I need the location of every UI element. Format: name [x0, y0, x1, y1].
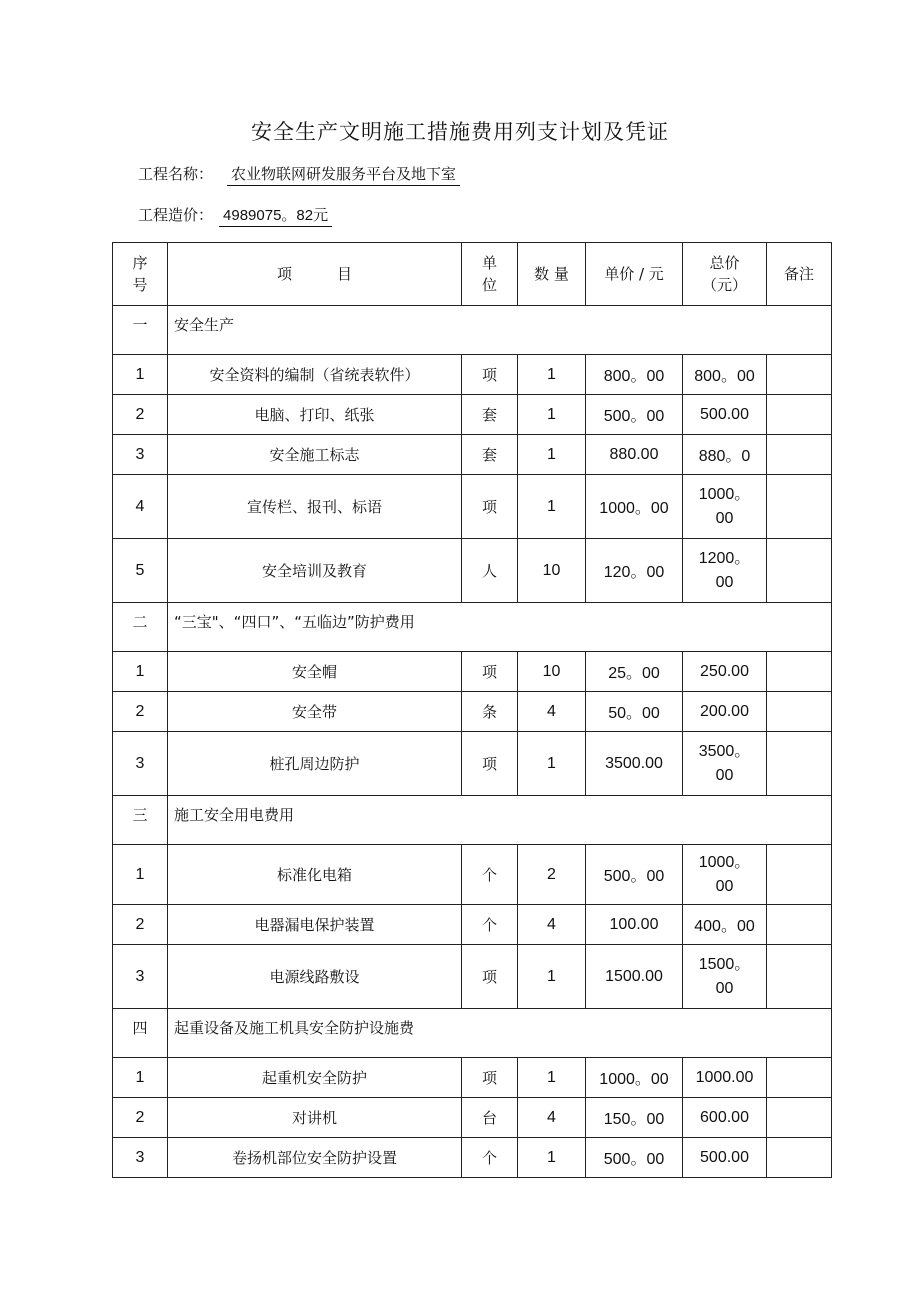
item-name: 对讲机	[168, 1098, 462, 1138]
table-row	[113, 435, 832, 475]
note-cell	[767, 539, 832, 603]
item-name: 安全资料的编制（省统表软件）	[168, 355, 462, 395]
unit-price-cell: 1500.00	[586, 945, 683, 1009]
note-cell	[767, 435, 832, 475]
table-row	[113, 355, 832, 395]
unit-price-cell: 100.00	[586, 905, 683, 945]
row-number: 1	[113, 652, 168, 692]
item-name: 卷扬机部位安全防护设置	[168, 1138, 462, 1178]
table-row	[113, 732, 832, 796]
project-name-line	[138, 163, 460, 186]
total-price-cell: 800。00	[683, 355, 767, 395]
section-name: 施工安全用电费用	[168, 796, 832, 845]
project-cost-line	[138, 204, 332, 227]
total-price-cell: 250.00	[683, 652, 767, 692]
item-name: 电源线路敷设	[168, 945, 462, 1009]
note-cell	[767, 395, 832, 435]
section-number: 一	[113, 306, 168, 355]
quantity-cell: 1	[518, 395, 586, 435]
table-row	[113, 845, 832, 905]
unit-cell: 套	[462, 395, 518, 435]
table-row	[113, 692, 832, 732]
total-price-cell: 500.00	[683, 395, 767, 435]
quantity-cell: 1	[518, 1058, 586, 1098]
section-number: 三	[113, 796, 168, 845]
unit-price-cell: 1000。00	[586, 475, 683, 539]
row-number: 2	[113, 692, 168, 732]
note-cell	[767, 355, 832, 395]
quantity-cell: 1	[518, 355, 586, 395]
quantity-cell: 10	[518, 539, 586, 603]
unit-price-cell: 500。00	[586, 845, 683, 905]
total-price-cell: 600.00	[683, 1098, 767, 1138]
note-cell	[767, 692, 832, 732]
item-name: 宣传栏、报刊、标语	[168, 475, 462, 539]
project-name-label: 工程名称：	[138, 165, 214, 183]
unit-price-cell: 25。00	[586, 652, 683, 692]
quantity-cell: 2	[518, 845, 586, 905]
unit-cell: 项	[462, 732, 518, 796]
section-row	[113, 796, 832, 845]
section-number: 四	[113, 1009, 168, 1058]
table-row	[113, 475, 832, 539]
section-number: 二	[113, 603, 168, 652]
item-name: 安全带	[168, 692, 462, 732]
section-name: 起重设备及施工机具安全防护设施费	[168, 1009, 832, 1058]
row-number: 2	[113, 1098, 168, 1138]
section-row	[113, 603, 832, 652]
unit-price-cell: 500。00	[586, 1138, 683, 1178]
row-number: 3	[113, 945, 168, 1009]
row-number: 2	[113, 395, 168, 435]
section-name: 安全生产	[168, 306, 832, 355]
row-number: 2	[113, 905, 168, 945]
table-row	[113, 1058, 832, 1098]
unit-cell: 项	[462, 475, 518, 539]
total-price-cell: 500.00	[683, 1138, 767, 1178]
quantity-cell: 1	[518, 732, 586, 796]
unit-price-cell: 120。00	[586, 539, 683, 603]
table-row	[113, 1098, 832, 1138]
unit-price-cell: 150。00	[586, 1098, 683, 1138]
header-total: 总价 （元）	[683, 243, 767, 306]
unit-cell: 项	[462, 1058, 518, 1098]
item-name: 电器漏电保护装置	[168, 905, 462, 945]
header-item: 项 目	[168, 243, 462, 306]
item-name: 安全帽	[168, 652, 462, 692]
quantity-cell: 10	[518, 652, 586, 692]
row-number: 3	[113, 435, 168, 475]
row-number: 1	[113, 1058, 168, 1098]
unit-cell: 项	[462, 945, 518, 1009]
note-cell	[767, 945, 832, 1009]
unit-cell: 套	[462, 435, 518, 475]
item-name: 桩孔周边防护	[168, 732, 462, 796]
header-seq: 序 号	[113, 243, 168, 306]
total-price-cell: 1200。 00	[683, 539, 767, 603]
item-name: 电脑、打印、纸张	[168, 395, 462, 435]
item-name: 标准化电箱	[168, 845, 462, 905]
quantity-cell: 1	[518, 945, 586, 1009]
row-number: 3	[113, 732, 168, 796]
total-price-cell: 1000。 00	[683, 475, 767, 539]
unit-price-cell: 1000。00	[586, 1058, 683, 1098]
note-cell	[767, 1098, 832, 1138]
quantity-cell: 1	[518, 435, 586, 475]
unit-price-cell: 500。00	[586, 395, 683, 435]
quantity-cell: 1	[518, 475, 586, 539]
note-cell	[767, 475, 832, 539]
table-row	[113, 905, 832, 945]
note-cell	[767, 652, 832, 692]
note-cell	[767, 1058, 832, 1098]
quantity-cell: 4	[518, 692, 586, 732]
document-title: 安全生产文明施工措施费用列支计划及凭证	[251, 120, 669, 144]
table-row	[113, 395, 832, 435]
unit-cell: 个	[462, 1138, 518, 1178]
quantity-cell: 4	[518, 1098, 586, 1138]
total-price-cell: 3500。 00	[683, 732, 767, 796]
table-header-row	[113, 243, 832, 306]
quantity-cell: 1	[518, 1138, 586, 1178]
unit-cell: 条	[462, 692, 518, 732]
unit-price-cell: 3500.00	[586, 732, 683, 796]
table-row	[113, 1138, 832, 1178]
item-name: 安全培训及教育	[168, 539, 462, 603]
unit-price-cell: 800。00	[586, 355, 683, 395]
row-number: 1	[113, 845, 168, 905]
table-row	[113, 539, 832, 603]
expense-table	[112, 242, 832, 1178]
unit-cell: 项	[462, 355, 518, 395]
table-row	[113, 945, 832, 1009]
note-cell	[767, 732, 832, 796]
unit-cell: 台	[462, 1098, 518, 1138]
unit-cell: 个	[462, 905, 518, 945]
section-name: “三宝"、“四口”、“五临边”防护费用	[168, 603, 832, 652]
unit-cell: 个	[462, 845, 518, 905]
unit-cell: 人	[462, 539, 518, 603]
header-note: 备注	[767, 243, 832, 306]
total-price-cell: 1000。 00	[683, 845, 767, 905]
row-number: 5	[113, 539, 168, 603]
header-price: 单价 / 元	[586, 243, 683, 306]
table-row	[113, 652, 832, 692]
note-cell	[767, 845, 832, 905]
unit-cell: 项	[462, 652, 518, 692]
total-price-cell: 1000.00	[683, 1058, 767, 1098]
item-name: 安全施工标志	[168, 435, 462, 475]
note-cell	[767, 1138, 832, 1178]
section-row	[113, 306, 832, 355]
row-number: 1	[113, 355, 168, 395]
item-name: 起重机安全防护	[168, 1058, 462, 1098]
header-unit: 单 位	[462, 243, 518, 306]
total-price-cell: 1500。 00	[683, 945, 767, 1009]
quantity-cell: 4	[518, 905, 586, 945]
header-qty: 数 量	[518, 243, 586, 306]
total-price-cell: 880。0	[683, 435, 767, 475]
section-row	[113, 1009, 832, 1058]
row-number: 3	[113, 1138, 168, 1178]
unit-price-cell: 50。00	[586, 692, 683, 732]
total-price-cell: 200.00	[683, 692, 767, 732]
total-price-cell: 400。00	[683, 905, 767, 945]
project-name-value: 农业物联网研发服务平台及地下室	[227, 163, 460, 186]
unit-price-cell: 880.00	[586, 435, 683, 475]
project-cost-label: 工程造价：	[138, 206, 214, 224]
note-cell	[767, 905, 832, 945]
project-cost-value: 4989075。82元	[219, 204, 332, 227]
row-number: 4	[113, 475, 168, 539]
